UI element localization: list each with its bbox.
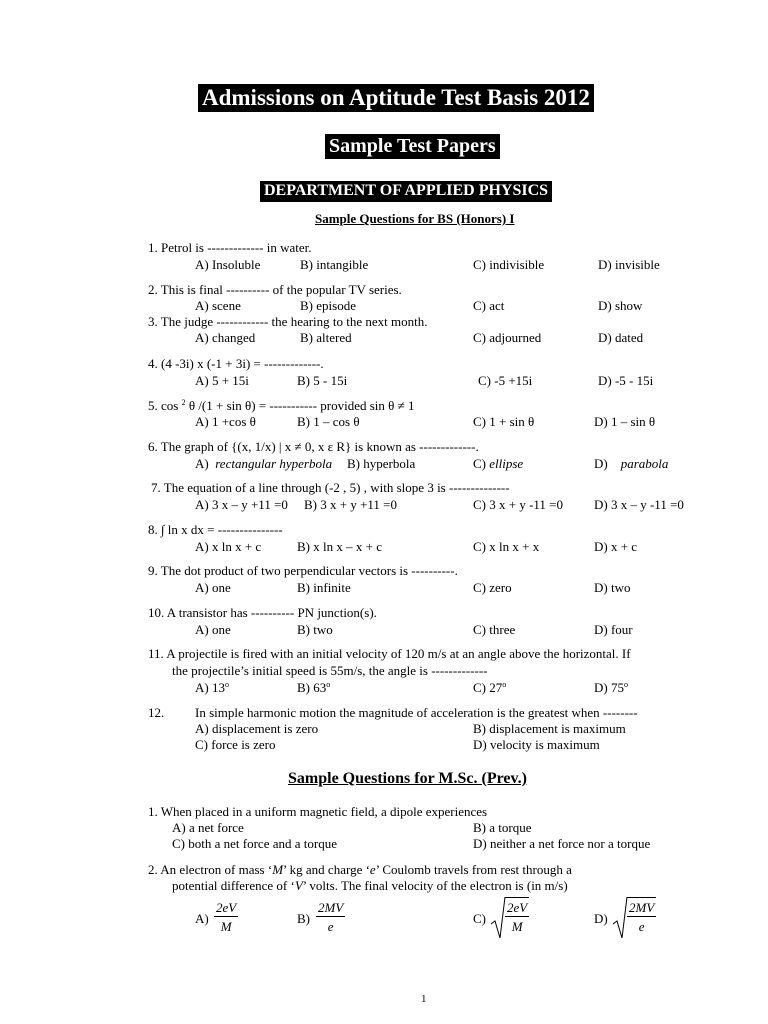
q2-option-b: B) episode (300, 298, 356, 313)
q4-option-d: D) -5 - 15i (598, 373, 654, 388)
msc-q1-option-d: D) neither a net force nor a torque (473, 836, 651, 851)
q1-option-d: D) invisible (598, 257, 660, 272)
fraction-denominator: e (638, 919, 645, 934)
q4-option-c: C) -5 +15i (478, 373, 533, 388)
question-11-line-2: the projectile’s initial speed is 55m/s, the angle is ------------- (172, 663, 488, 678)
q11-option-a: A) 13$^o$ (195, 680, 229, 695)
q3-option-a: A) changed (195, 330, 256, 345)
q12-option-b: B) displacement is maximum (473, 721, 626, 736)
q12-option-c: C) force is zero (195, 737, 276, 752)
q8-option-d: D) x + c (594, 539, 638, 554)
q10-option-a: A) one (195, 622, 231, 637)
question-12-number: 12. (148, 705, 165, 720)
msc-question-2-line-2: potential difference of ‘V’ volts. The final velocity of the electron is (in m/s) (172, 878, 568, 893)
bs-section-heading: Sample Questions for BS (Honors) I (315, 211, 515, 226)
fraction-numerator: 2MV (629, 900, 655, 915)
q6-option-d: D) parabola (594, 456, 669, 471)
q12-option-d: D) velocity is maximum (473, 737, 600, 752)
q11-option-c: C) 27$^o$ (473, 680, 507, 695)
q10-option-d: D) four (594, 622, 633, 637)
square-root-icon (490, 896, 506, 940)
fraction-denominator: e (327, 919, 334, 934)
document-title: Admissions on Aptitude Test Basis 2012 (198, 84, 594, 112)
q7-option-a: A) 3 x – y +11 =0 (195, 497, 288, 512)
msc-section-heading: Sample Questions for M.Sc. (Prev.) (288, 770, 527, 787)
q2-option-a: A) scene (195, 298, 241, 313)
q7-option-c: C) 3 x + y -11 =0 (473, 497, 564, 512)
q10-option-b: B) two (297, 622, 333, 637)
q10-option-c: C) three (473, 622, 516, 637)
q9-option-d: D) two (594, 580, 631, 595)
q7-option-d: D) 3 x – y -11 =0 (594, 497, 684, 512)
q9-option-a: A) one (195, 580, 231, 595)
fraction-denominator: M (220, 919, 232, 934)
question-11-line-1: 11. A projectile is fired with an initial velocity of 120 m/s at an angle above the horizontal. If (148, 646, 631, 661)
q8-option-c: C) x ln x + x (473, 539, 540, 554)
msc-q1-option-b: B) a torque (473, 820, 532, 835)
question-7: 7. The equation of a line through (-2 , 5) , with slope 3 is -------------- (151, 480, 510, 495)
q3-option-d: D) dated (598, 330, 644, 345)
q3-option-b: B) altered (300, 330, 352, 345)
document-subtitle: Sample Test Papers (325, 134, 500, 159)
question-5: 5. cos $^2$ θ /(1 + sin θ) = ----------- provided sin θ ≠ 1 (148, 398, 415, 413)
q4-option-a: A) 5 + 15i (195, 373, 249, 388)
q3-option-c: C) adjourned (473, 330, 542, 345)
q9-option-c: C) zero (473, 580, 512, 595)
q1-option-c: C) indivisible (473, 257, 545, 272)
fraction-numerator: 2eV (507, 900, 528, 915)
department-heading: DEPARTMENT OF APPLIED PHYSICS (260, 181, 552, 202)
question-8: 8. ∫ ln x dx = --------------- (148, 522, 283, 537)
msc-q2-option-a-label: A) (195, 911, 209, 926)
q6-option-b: B) hyperbola (347, 456, 416, 471)
q2-option-c: C) act (473, 298, 505, 313)
q2-option-d: D) show (598, 298, 643, 313)
msc-q2-option-d-fraction (627, 897, 656, 933)
question-12: In simple harmonic motion the magnitude of acceleration is the greatest when -------- (195, 705, 638, 720)
msc-q2-option-b-fraction (316, 901, 345, 933)
q11-option-b: B) 63$^o$ (297, 680, 331, 695)
msc-q2-option-b-label: B) (297, 911, 310, 926)
q8-option-a: A) x ln x + c (195, 539, 262, 554)
q7-option-b: B) 3 x + y +11 =0 (304, 497, 398, 512)
msc-question-1: 1. When placed in a uniform magnetic field, a dipole experiences (148, 804, 488, 819)
msc-question-2-line-1: 2. An electron of mass ‘M’ kg and charge ‘e’ Coulomb travels from rest through a (148, 862, 572, 877)
q6-option-c: C) ellipse (473, 456, 524, 471)
msc-q2-option-d-label: D) (594, 911, 608, 926)
fraction-numerator: 2MV (318, 900, 344, 915)
fraction-numerator: 2eV (216, 900, 237, 915)
question-4: 4. (4 -3i) x (-1 + 3i) = -------------. (148, 356, 324, 371)
q5-option-c: C) 1 + sin θ (473, 414, 535, 429)
msc-q1-option-a: A) a net force (172, 820, 244, 835)
square-root-icon (612, 896, 628, 940)
fraction-denominator: M (511, 919, 523, 934)
q5-option-d: D) 1 – sin θ (594, 414, 656, 429)
q11-option-d: D) 75$^o$ (594, 680, 628, 695)
q5-option-b: B) 1 – cos θ (297, 414, 360, 429)
question-2: 2. This is final ---------- of the popular TV series. (148, 282, 402, 297)
question-10: 10. A transistor has ---------- PN junction(s). (148, 605, 377, 620)
msc-q1-option-c: C) both a net force and a torque (172, 836, 337, 851)
msc-q2-option-a-fraction (214, 901, 238, 933)
msc-q2-option-c-fraction (505, 897, 529, 933)
question-9: 9. The dot product of two perpendicular vectors is ----------. (148, 563, 458, 578)
question-3: 3. The judge ------------ the hearing to the next month. (148, 314, 428, 329)
q8-option-b: B) x ln x – x + c (297, 539, 382, 554)
q6-option-a: A) rectangular hyperbola (195, 456, 333, 471)
q1-option-a: A) Insoluble (195, 257, 261, 272)
question-1: 1. Petrol is ------------- in water. (148, 240, 312, 255)
q9-option-b: B) infinite (297, 580, 351, 595)
q4-option-b: B) 5 - 15i (297, 373, 348, 388)
q12-option-a: A) displacement is zero (195, 721, 319, 736)
q5-option-a: A) 1 +cos θ (195, 414, 256, 429)
page-number: 1 (421, 993, 427, 1005)
q1-option-b: B) intangible (300, 257, 369, 272)
msc-q2-option-c-label: C) (473, 911, 486, 926)
question-6: 6. The graph of {(x, 1/x) | x ≠ 0, x ε R} is known as -------------. (148, 439, 479, 454)
